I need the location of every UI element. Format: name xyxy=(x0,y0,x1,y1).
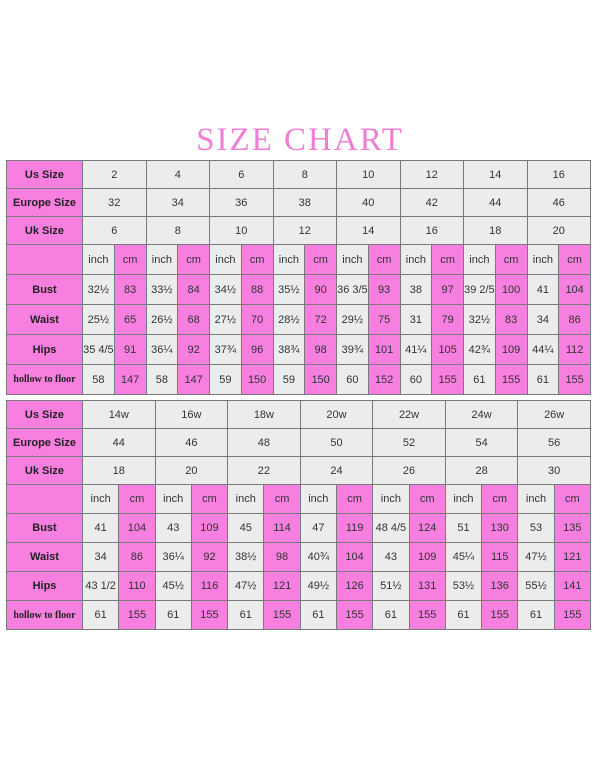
unit-inch: inch xyxy=(464,245,496,275)
unit-cm: cm xyxy=(336,485,372,514)
europe-cell: 38 xyxy=(273,189,337,217)
hips-inch: 43 1/2 xyxy=(83,572,119,601)
unit-cm: cm xyxy=(119,485,155,514)
uk-cell: 20 xyxy=(155,457,228,485)
hollow-inch: 61 xyxy=(83,601,119,630)
uk-cell: 18 xyxy=(83,457,156,485)
unit-inch: inch xyxy=(83,485,119,514)
waist-cm: 121 xyxy=(554,543,590,572)
label-hips: Hips xyxy=(7,572,83,601)
hips-inch: 45½ xyxy=(155,572,191,601)
hips-cm: 141 xyxy=(554,572,590,601)
hollow-cm: 155 xyxy=(191,601,227,630)
bust-inch: 33½ xyxy=(146,275,178,305)
uk-cell: 16 xyxy=(400,217,464,245)
waist-cm: 109 xyxy=(409,543,445,572)
hollow-cm: 155 xyxy=(119,601,155,630)
hips-cm: 92 xyxy=(178,335,210,365)
label-waist: Waist xyxy=(7,543,83,572)
waist-cm: 65 xyxy=(114,305,146,335)
hollow-inch: 61 xyxy=(527,365,559,395)
waist-inch: 26½ xyxy=(146,305,178,335)
unit-inch: inch xyxy=(300,485,336,514)
hollow-cm: 155 xyxy=(336,601,372,630)
bust-cm: 104 xyxy=(119,514,155,543)
row-bust xyxy=(7,275,591,305)
bust-inch: 43 xyxy=(155,514,191,543)
waist-inch: 32½ xyxy=(464,305,496,335)
hips-inch: 39¾ xyxy=(337,335,369,365)
label-uk: Uk Size xyxy=(7,217,83,245)
row-uk xyxy=(7,457,591,485)
hips-cm: 96 xyxy=(241,335,273,365)
bust-inch: 41 xyxy=(527,275,559,305)
unit-cm: cm xyxy=(495,245,527,275)
waist-inch: 34 xyxy=(83,543,119,572)
us-cell: 12 xyxy=(400,161,464,189)
bust-inch: 32½ xyxy=(83,275,115,305)
europe-cell: 44 xyxy=(464,189,528,217)
us-cell: 8 xyxy=(273,161,337,189)
hollow-cm: 155 xyxy=(559,365,591,395)
label-us: Us Size xyxy=(7,401,83,429)
waist-inch: 47½ xyxy=(518,543,554,572)
hips-inch: 35 4/5 xyxy=(83,335,115,365)
hollow-inch: 60 xyxy=(337,365,369,395)
us-cell: 14 xyxy=(464,161,528,189)
hollow-inch: 61 xyxy=(464,365,496,395)
unit-cm: cm xyxy=(409,485,445,514)
hollow-inch: 61 xyxy=(228,601,264,630)
unit-cm: cm xyxy=(482,485,518,514)
unit-cm: cm xyxy=(191,485,227,514)
bust-inch: 48 4/5 xyxy=(373,514,409,543)
bust-cm: 135 xyxy=(554,514,590,543)
europe-cell: 46 xyxy=(155,429,228,457)
unit-inch: inch xyxy=(146,245,178,275)
hips-inch: 41¼ xyxy=(400,335,432,365)
waist-inch: 31 xyxy=(400,305,432,335)
row-hips xyxy=(7,572,591,601)
waist-cm: 104 xyxy=(336,543,372,572)
uk-cell: 8 xyxy=(146,217,210,245)
chart-title: SIZE CHART xyxy=(196,122,404,158)
waist-cm: 68 xyxy=(178,305,210,335)
hips-cm: 131 xyxy=(409,572,445,601)
label-uk: Uk Size xyxy=(7,457,83,485)
hips-cm: 126 xyxy=(336,572,372,601)
europe-cell: 40 xyxy=(337,189,401,217)
bust-cm: 114 xyxy=(264,514,300,543)
bust-cm: 97 xyxy=(432,275,464,305)
label-hollow: hollow to floor xyxy=(7,365,83,395)
label-bust: Bust xyxy=(7,275,83,305)
europe-cell: 48 xyxy=(228,429,301,457)
hollow-inch: 61 xyxy=(518,601,554,630)
hips-cm: 101 xyxy=(368,335,400,365)
unit-cm: cm xyxy=(241,245,273,275)
bust-cm: 130 xyxy=(482,514,518,543)
row-hips xyxy=(7,335,591,365)
waist-cm: 83 xyxy=(495,305,527,335)
bust-inch: 47 xyxy=(300,514,336,543)
bust-inch: 45 xyxy=(228,514,264,543)
us-cell: 6 xyxy=(210,161,274,189)
row-hollow xyxy=(7,601,591,630)
europe-cell: 54 xyxy=(445,429,518,457)
row-europe xyxy=(7,429,591,457)
us-cell: 16 xyxy=(527,161,591,189)
hips-inch: 37¾ xyxy=(210,335,242,365)
europe-cell: 32 xyxy=(83,189,147,217)
unit-inch: inch xyxy=(228,485,264,514)
hollow-cm: 147 xyxy=(114,365,146,395)
hollow-inch: 61 xyxy=(300,601,336,630)
europe-cell: 50 xyxy=(300,429,373,457)
uk-cell: 14 xyxy=(337,217,401,245)
hips-inch: 38¾ xyxy=(273,335,305,365)
hollow-cm: 155 xyxy=(409,601,445,630)
hollow-inch: 61 xyxy=(445,601,481,630)
hollow-inch: 58 xyxy=(83,365,115,395)
us-cell: 14w xyxy=(83,401,156,429)
uk-cell: 30 xyxy=(518,457,591,485)
us-cell: 4 xyxy=(146,161,210,189)
row-us xyxy=(7,401,591,429)
waist-cm: 75 xyxy=(368,305,400,335)
hollow-cm: 150 xyxy=(305,365,337,395)
waist-inch: 28½ xyxy=(273,305,305,335)
hollow-cm: 155 xyxy=(264,601,300,630)
bust-cm: 119 xyxy=(336,514,372,543)
hips-inch: 47½ xyxy=(228,572,264,601)
bust-cm: 88 xyxy=(241,275,273,305)
hips-cm: 121 xyxy=(264,572,300,601)
waist-cm: 72 xyxy=(305,305,337,335)
us-cell: 24w xyxy=(445,401,518,429)
hips-inch: 42¾ xyxy=(464,335,496,365)
bust-cm: 124 xyxy=(409,514,445,543)
europe-cell: 36 xyxy=(210,189,274,217)
label-bust: Bust xyxy=(7,514,83,543)
europe-cell: 34 xyxy=(146,189,210,217)
us-cell: 2 xyxy=(83,161,147,189)
unit-inch: inch xyxy=(445,485,481,514)
uk-cell: 12 xyxy=(273,217,337,245)
bust-cm: 109 xyxy=(191,514,227,543)
hips-inch: 44¼ xyxy=(527,335,559,365)
hips-inch: 49½ xyxy=(300,572,336,601)
hollow-cm: 155 xyxy=(554,601,590,630)
europe-cell: 42 xyxy=(400,189,464,217)
bust-cm: 90 xyxy=(305,275,337,305)
row-bust xyxy=(7,514,591,543)
hips-inch: 53½ xyxy=(445,572,481,601)
size-table-plus xyxy=(6,400,591,630)
waist-inch: 40¾ xyxy=(300,543,336,572)
unit-inch: inch xyxy=(400,245,432,275)
label-hips: Hips xyxy=(7,335,83,365)
unit-inch: inch xyxy=(527,245,559,275)
waist-inch: 27½ xyxy=(210,305,242,335)
waist-inch: 45¼ xyxy=(445,543,481,572)
us-cell: 20w xyxy=(300,401,373,429)
hollow-inch: 58 xyxy=(146,365,178,395)
hips-cm: 109 xyxy=(495,335,527,365)
bust-inch: 51 xyxy=(445,514,481,543)
waist-cm: 79 xyxy=(432,305,464,335)
bust-inch: 39 2/5 xyxy=(464,275,496,305)
row-units xyxy=(7,485,591,514)
hollow-cm: 147 xyxy=(178,365,210,395)
hips-inch: 36¼ xyxy=(146,335,178,365)
uk-cell: 28 xyxy=(445,457,518,485)
unit-inch: inch xyxy=(518,485,554,514)
unit-cm: cm xyxy=(432,245,464,275)
row-hollow xyxy=(7,365,591,395)
uk-cell: 24 xyxy=(300,457,373,485)
unit-cm: cm xyxy=(114,245,146,275)
label-hollow: hollow to floor xyxy=(7,601,83,630)
units-corner xyxy=(7,485,83,514)
label-europe: Europe Size xyxy=(7,189,83,217)
us-cell: 16w xyxy=(155,401,228,429)
hips-inch: 55½ xyxy=(518,572,554,601)
row-uk xyxy=(7,217,591,245)
row-units xyxy=(7,245,591,275)
waist-inch: 25½ xyxy=(83,305,115,335)
bust-cm: 104 xyxy=(559,275,591,305)
hips-cm: 112 xyxy=(559,335,591,365)
waist-inch: 43 xyxy=(373,543,409,572)
hips-cm: 136 xyxy=(482,572,518,601)
label-europe: Europe Size xyxy=(7,429,83,457)
us-cell: 18w xyxy=(228,401,301,429)
size-table-standard xyxy=(6,160,591,395)
label-waist: Waist xyxy=(7,305,83,335)
bust-cm: 83 xyxy=(114,275,146,305)
unit-cm: cm xyxy=(264,485,300,514)
unit-cm: cm xyxy=(554,485,590,514)
hollow-inch: 59 xyxy=(273,365,305,395)
europe-cell: 44 xyxy=(83,429,156,457)
unit-cm: cm xyxy=(559,245,591,275)
uk-cell: 22 xyxy=(228,457,301,485)
waist-inch: 34 xyxy=(527,305,559,335)
row-waist xyxy=(7,543,591,572)
row-us xyxy=(7,161,591,189)
unit-cm: cm xyxy=(305,245,337,275)
unit-inch: inch xyxy=(155,485,191,514)
unit-inch: inch xyxy=(83,245,115,275)
waist-cm: 115 xyxy=(482,543,518,572)
bust-cm: 93 xyxy=(368,275,400,305)
unit-cm: cm xyxy=(368,245,400,275)
uk-cell: 20 xyxy=(527,217,591,245)
row-waist xyxy=(7,305,591,335)
europe-cell: 52 xyxy=(373,429,446,457)
waist-cm: 92 xyxy=(191,543,227,572)
unit-cm: cm xyxy=(178,245,210,275)
us-cell: 22w xyxy=(373,401,446,429)
hips-cm: 110 xyxy=(119,572,155,601)
waist-cm: 86 xyxy=(559,305,591,335)
hollow-inch: 60 xyxy=(400,365,432,395)
uk-cell: 6 xyxy=(83,217,147,245)
waist-cm: 70 xyxy=(241,305,273,335)
bust-inch: 34½ xyxy=(210,275,242,305)
label-us: Us Size xyxy=(7,161,83,189)
waist-cm: 86 xyxy=(119,543,155,572)
hollow-cm: 150 xyxy=(241,365,273,395)
bust-inch: 53 xyxy=(518,514,554,543)
unit-inch: inch xyxy=(273,245,305,275)
unit-inch: inch xyxy=(337,245,369,275)
bust-inch: 36 3/5 xyxy=(337,275,369,305)
hollow-inch: 61 xyxy=(155,601,191,630)
hips-cm: 98 xyxy=(305,335,337,365)
unit-inch: inch xyxy=(373,485,409,514)
uk-cell: 26 xyxy=(373,457,446,485)
uk-cell: 18 xyxy=(464,217,528,245)
hips-cm: 105 xyxy=(432,335,464,365)
hollow-cm: 155 xyxy=(432,365,464,395)
hollow-inch: 61 xyxy=(373,601,409,630)
waist-inch: 36¼ xyxy=(155,543,191,572)
hips-cm: 91 xyxy=(114,335,146,365)
uk-cell: 10 xyxy=(210,217,274,245)
waist-inch: 38½ xyxy=(228,543,264,572)
europe-cell: 56 xyxy=(518,429,591,457)
bust-cm: 100 xyxy=(495,275,527,305)
bust-cm: 84 xyxy=(178,275,210,305)
hips-cm: 116 xyxy=(191,572,227,601)
bust-inch: 35½ xyxy=(273,275,305,305)
hollow-inch: 59 xyxy=(210,365,242,395)
unit-inch: inch xyxy=(210,245,242,275)
units-corner xyxy=(7,245,83,275)
row-europe xyxy=(7,189,591,217)
waist-cm: 98 xyxy=(264,543,300,572)
us-cell: 10 xyxy=(337,161,401,189)
europe-cell: 46 xyxy=(527,189,591,217)
us-cell: 26w xyxy=(518,401,591,429)
hollow-cm: 155 xyxy=(495,365,527,395)
bust-inch: 38 xyxy=(400,275,432,305)
waist-inch: 29½ xyxy=(337,305,369,335)
hollow-cm: 152 xyxy=(368,365,400,395)
hollow-cm: 155 xyxy=(482,601,518,630)
hips-inch: 51½ xyxy=(373,572,409,601)
bust-inch: 41 xyxy=(83,514,119,543)
